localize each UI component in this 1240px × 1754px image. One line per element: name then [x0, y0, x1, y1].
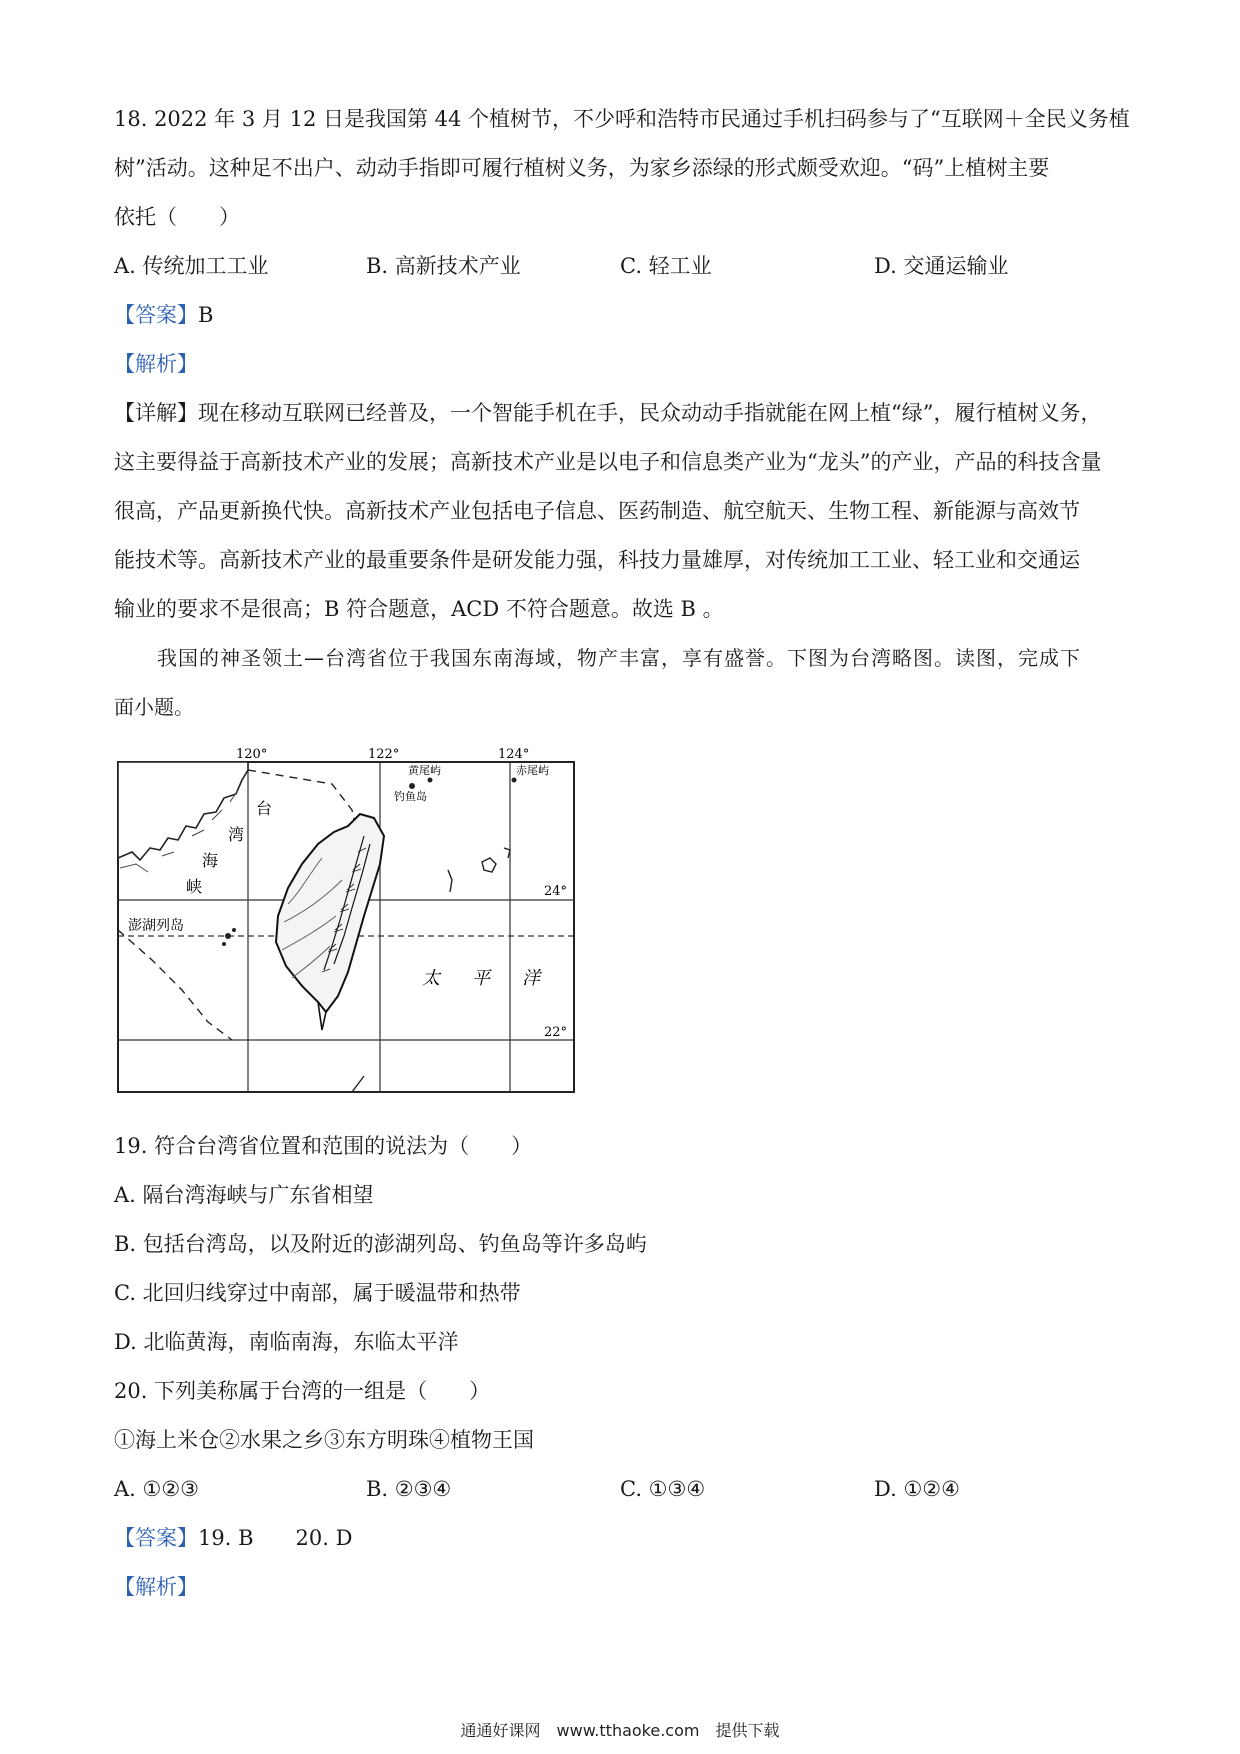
q18-option-b: B. 高新技术产业: [366, 254, 521, 278]
q19-option-a: A. 隔台湾海峡与广东省相望: [114, 1183, 374, 1207]
analysis-tag: 【解析】: [114, 1575, 198, 1599]
scale-mark: [352, 1076, 372, 1092]
q18-detail-line2: 这主要得益于高新技术产业的发展；高新技术产业是以电子和信息类产业为“龙头”的产业，产品的科技含量: [114, 450, 1102, 474]
detail-tag: 【详解】: [114, 401, 198, 425]
q18-detail-line1: [114, 398, 1134, 428]
islet: [448, 870, 452, 892]
lon-120-label: 120°: [236, 747, 268, 762]
q20-option-b: B. ②③④: [366, 1477, 452, 1501]
chiwei-label: 赤尾屿: [516, 764, 549, 777]
q19-option-b: B. 包括台湾岛，以及附近的澎湖列岛、钓鱼岛等许多岛屿: [114, 1232, 647, 1256]
q20-stem: 20. 下列美称属于台湾的一组是（ ）: [114, 1379, 491, 1403]
q18-answer: [114, 300, 1134, 330]
lon-124-label: 124°: [498, 747, 530, 762]
q18-option-c: C. 轻工业: [620, 254, 712, 278]
answer-tag: 【答案】: [114, 303, 198, 327]
diaoyu-label: 钓鱼岛: [394, 790, 427, 803]
islet: [482, 848, 510, 872]
q18-detail-line4: 能技术等。高新技术产业的最重要条件是研发能力强，科技力量雄厚，对传统加工工业、轻工业和交通运: [114, 548, 1080, 572]
q18-detail-line3: 很高，产品更新换代快。高新技术产业包括电子信息、医药制造、航空航天、生物工程、新能源与高效节: [114, 499, 1080, 523]
diaoyu-dot: [409, 783, 415, 789]
intro-line2: 面小题。: [114, 695, 194, 719]
penghu-dot: [232, 928, 236, 932]
answer-value: 19. B 20. D: [198, 1526, 353, 1550]
q18-analysis-heading: [114, 349, 1134, 379]
ocean-char-1: 太: [422, 968, 440, 989]
ocean-char-3: 洋: [522, 968, 540, 989]
q19-stem: 19. 符合台湾省位置和范围的说法为（ ）: [114, 1134, 533, 1158]
lon-122-label: 122°: [368, 747, 400, 762]
ocean-char-2: 平: [472, 968, 490, 989]
q18-option-d: D. 交通运输业: [874, 254, 1009, 278]
q19-option-c: C. 北回归线穿过中南部，属于暖温带和热带: [114, 1281, 521, 1305]
q18-stem-line3: 依托（ ）: [114, 205, 240, 229]
q18-stem-line1: 18. 2022 年 3 月 12 日是我国第 44 个植树节，不少呼和浩特市民通过手机扫码参与了“互联网＋全民义务植: [114, 107, 1130, 131]
q18-detail-line5: 输业的要求不是很高；B 符合题意，ACD 不符合题意。故选 B 。: [114, 597, 724, 621]
lat-24-label: 24°: [544, 884, 568, 899]
taiwan-island: [276, 814, 384, 1012]
q20-items: ①海上米仓②水果之乡③东方明珠④植物王国: [114, 1428, 534, 1452]
q20-analysis-heading: [114, 1572, 1134, 1602]
penghu-dot: [222, 942, 226, 946]
huangwei-label: 黄尾屿: [408, 764, 441, 777]
penghu-dot: [225, 933, 231, 939]
mainland-coast: [118, 762, 248, 860]
chiwei-dot: [512, 778, 517, 783]
q18-stem-line2: 树”活动。这种足不出户、动动手指即可履行植树义务，为家乡添绿的形式颇受欢迎。“码”上植树主要: [114, 156, 1050, 180]
answer-tag: 【答案】: [114, 1526, 198, 1550]
q18-option-a: A. 传统加工工业: [114, 254, 269, 278]
strait-char-1: 台: [256, 799, 273, 818]
strait-char-3: 海: [202, 851, 219, 870]
huangwei-dot: [428, 778, 433, 783]
footer-source: 通通好课网 www.tthaoke.com 提供下载: [460, 1721, 780, 1740]
taiwan-sketch-map: [112, 740, 580, 1100]
q19-option-d: D. 北临黄海，南临南海，东临太平洋: [114, 1330, 459, 1354]
strait-char-4: 峡: [186, 877, 203, 896]
detail-text: 现在移动互联网已经普及，一个智能手机在手，民众动动手指就能在网上植“绿”，履行植树义务，: [198, 401, 1102, 425]
lat-22-label: 22°: [544, 1025, 568, 1040]
penghu-label: 澎湖列岛: [128, 918, 184, 934]
strait-char-2: 湾: [228, 825, 245, 844]
q20-option-a: A. ①②③: [114, 1477, 199, 1501]
q20-answer: [114, 1523, 1134, 1553]
q20-option-d: D. ①②④: [874, 1477, 960, 1501]
answer-value: B: [198, 303, 214, 327]
q20-option-c: C. ①③④: [620, 1477, 706, 1501]
analysis-tag: 【解析】: [114, 352, 198, 376]
intro-line1: 我国的神圣领土—台湾省位于我国东南海域，物产丰富，享有盛誉。下图为台湾略图。读图，完成下: [157, 646, 1081, 670]
